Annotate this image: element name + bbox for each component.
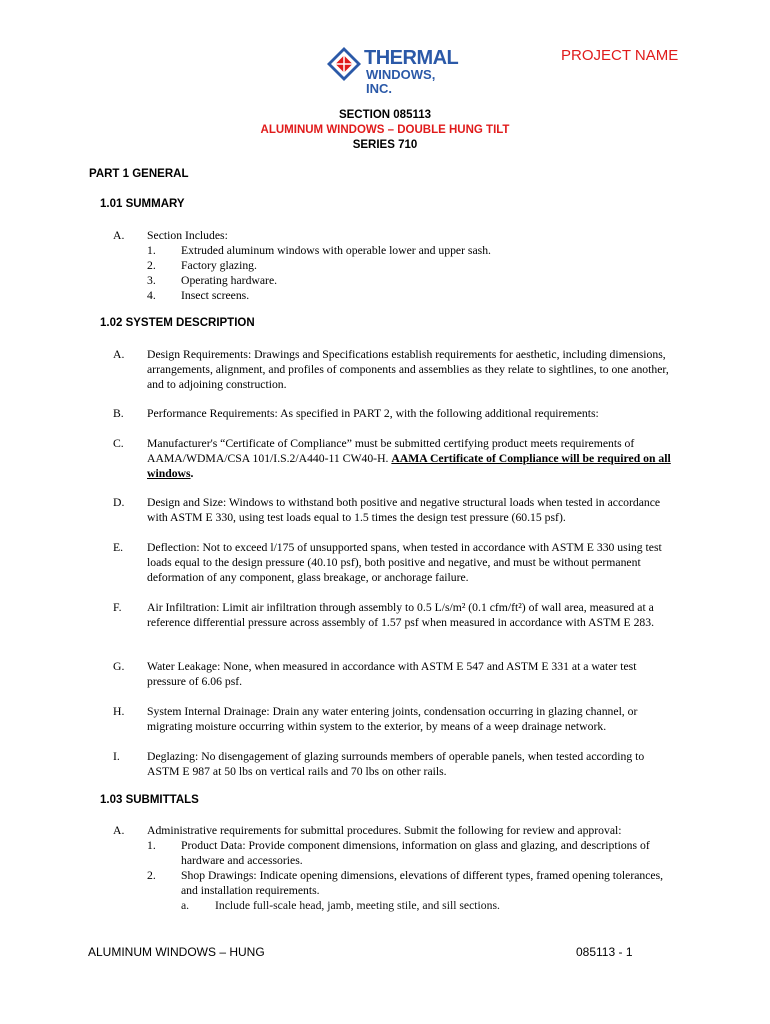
summary-item-num: 1.: [147, 244, 156, 257]
system-f-letter: F.: [113, 601, 122, 614]
system-c-text: [147, 436, 677, 481]
system-e-text: Deflection: Not to exceed l/175 of unsupported spans, when tested in accordance with ASTM E 330 using test loads equal to the design pressure (40.10 psf), both positive and negative, and must be without permanent deformation of any component, glass breakage, or anchorage failure.: [147, 541, 662, 584]
submittals-item: Shop Drawings: Indicate opening dimensions, elevations of different types, framed opening tolerances, and installation requirements.: [181, 869, 664, 897]
system-heading: 1.02 SYSTEM DESCRIPTION: [100, 317, 255, 329]
submittals-heading: 1.03 SUBMITTALS: [100, 794, 199, 806]
submittals-item-num: 1.: [147, 839, 156, 852]
summary-a-letter: A.: [113, 229, 125, 242]
summary-a-text: Section Includes:: [147, 229, 228, 242]
section-title: ALUMINUM WINDOWS – DOUBLE HUNG TILT: [260, 124, 510, 136]
footer-page-number: 085113 - 1: [576, 945, 633, 959]
system-c-text-main: Manufacturer's “Certificate of Compliance” must be submitted certifying product meets requirements of AAMA/WDMA/CSA 101/I.S.2/A440-11 CW40-H.: [147, 437, 635, 465]
summary-item-num: 2.: [147, 259, 156, 272]
logo-line1: THERMAL: [364, 47, 459, 69]
footer-title: ALUMINUM WINDOWS – HUNG: [88, 945, 265, 959]
system-i-text: Deglazing: No disengagement of glazing surrounds members of operable panels, when tested according to ASTM E 987 at 50 lbs on vertical rails and 70 lbs on other rails.: [147, 750, 645, 778]
summary-item-num: 4.: [147, 289, 156, 302]
submittals-item: Product Data: Provide component dimensions, information on glass and glazing, and descriptions of hardware and accessories.: [181, 839, 650, 867]
summary-item: Factory glazing.: [181, 259, 257, 272]
summary-heading: 1.01 SUMMARY: [100, 198, 185, 210]
series-label: SERIES 710: [352, 139, 418, 151]
system-c-letter: C.: [113, 437, 124, 450]
system-h-letter: H.: [113, 705, 125, 718]
system-b-letter: B.: [113, 407, 124, 420]
system-b-text: Performance Requirements: As specified in PART 2, with the following additional requirements:: [147, 407, 599, 420]
submittals-subitem-letter: a.: [181, 899, 190, 912]
logo-line2: WINDOWS, INC.: [366, 67, 436, 96]
system-g-text: Water Leakage: None, when measured in accordance with ASTM E 547 and ASTM E 331 at a water test pressure of 6.06 psf.: [147, 660, 637, 688]
summary-item: Insect screens.: [181, 289, 250, 302]
summary-item-num: 3.: [147, 274, 156, 287]
system-g-letter: G.: [113, 660, 125, 673]
summary-item: Operating hardware.: [181, 274, 278, 287]
submittals-subitem: Include full-scale head, jamb, meeting stile, and sill sections.: [215, 899, 500, 912]
system-a-text: Design Requirements: Drawings and Specifications establish requirements for aesthetic, including dimensions, arrangements, alignment, and profiles of components and assemblies as they relate to sightlines, to one another, and to adjoining construction.: [147, 348, 669, 391]
section-number: SECTION 085113: [338, 109, 432, 121]
system-i-letter: I.: [113, 750, 120, 763]
window-diamond-logo-icon: [326, 46, 362, 82]
project-name: PROJECT NAME: [561, 47, 679, 64]
part-title: PART 1 GENERAL: [89, 168, 189, 180]
system-f-text: Air Infiltration: Limit air infiltration through assembly to 0.5 L/s/m² (0.1 cfm/ft²) of wall area, measured at a reference differential pressure across assembly of 1.57 psf when measured in accordance with ASTM E 283.: [147, 601, 655, 629]
summary-item: Extruded aluminum windows with operable lower and upper sash.: [181, 244, 491, 257]
system-d-text: Design and Size: Windows to withstand both positive and negative structural loads when tested in accordance with ASTM E 330, using test loads equal to 1.5 times the design test pressure (60.15 psf).: [147, 496, 661, 524]
system-e-letter: E.: [113, 541, 124, 554]
submittals-a-text: Administrative requirements for submittal procedures. Submit the following for review and approval:: [147, 824, 622, 837]
system-d-letter: D.: [113, 496, 125, 509]
company-logo: [326, 44, 459, 96]
submittals-item-num: 2.: [147, 869, 156, 882]
system-c-text-end: .: [190, 467, 194, 480]
system-c-text-bold: AAMA Certificate of Compliance will be required on all windows: [147, 452, 671, 480]
submittals-a-letter: A.: [113, 824, 125, 837]
system-h-text: System Internal Drainage: Drain any water entering joints, condensation occurring in glazing channel, or migrating moisture occurring within system to the exterior, by means of a weep drainage network.: [147, 705, 638, 733]
system-a-letter: A.: [113, 348, 125, 361]
